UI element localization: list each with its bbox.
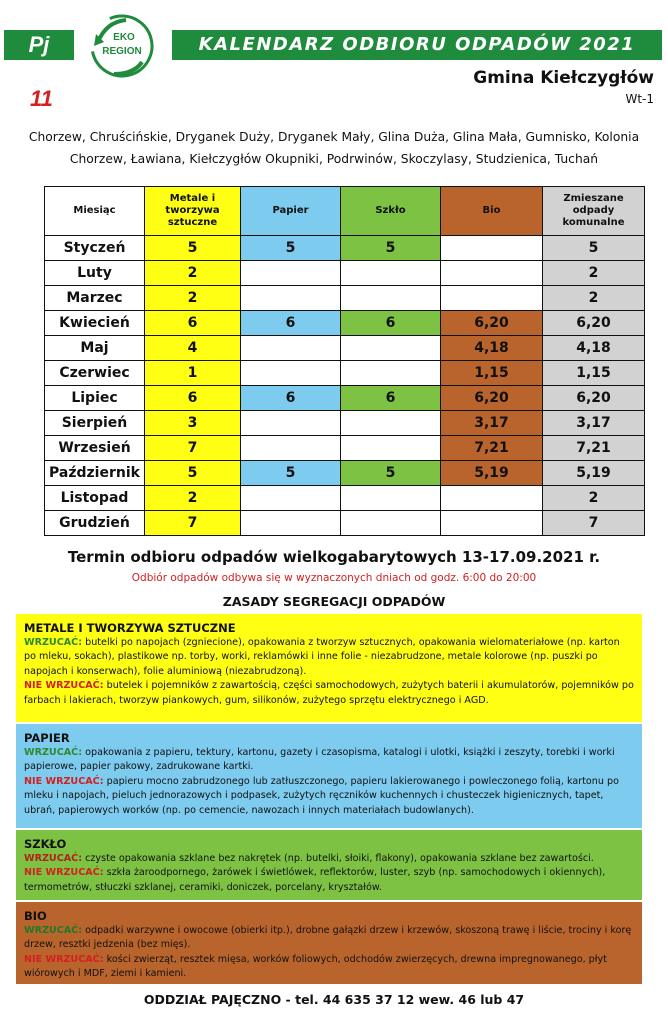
schedule-row [45, 236, 645, 261]
cell-zmieszane: 4,18 [543, 336, 645, 361]
cell-bio [441, 261, 543, 286]
rules-szklo-title: SZKŁO [24, 837, 67, 851]
cell-papier [241, 411, 341, 436]
cell-szklo: 5 [341, 461, 441, 486]
cell-zmieszane: 7,21 [543, 436, 645, 461]
cell-papier [241, 361, 341, 386]
cell-bio: 1,15 [441, 361, 543, 386]
cell-zmieszane: 5 [543, 236, 645, 261]
rules-metale [16, 614, 642, 722]
gmina-name: Gmina Kiełczygłów [473, 68, 654, 88]
cell-metale: 2 [145, 486, 241, 511]
cell-szklo [341, 511, 441, 536]
cell-bio [441, 486, 543, 511]
header-bio: Bio [441, 187, 543, 236]
schedule-row [45, 511, 645, 536]
cell-papier [241, 486, 341, 511]
cell-papier: 6 [241, 311, 341, 336]
cell-szklo [341, 261, 441, 286]
rules-szklo-n-text: szkła żaroodpornego, żarówek i świetlówek, reflektorów, luster, szyb (np. samochodowych i okiennych), termometrów, stłuczki szklanej, ceramiki, doniczek, porcelany, kryształów. [24, 867, 606, 893]
collection-hours-note: Odbiór odpadów odbywa się w wyznaczonych dniach od godz. 6:00 do 20:00 [131, 572, 537, 584]
schedule-row [45, 311, 645, 336]
cell-szklo: 5 [341, 236, 441, 261]
schedule-row [45, 261, 645, 286]
cell-szklo: 6 [341, 311, 441, 336]
rules-bio-n-label: NIE WRZUCAĆ: [24, 953, 104, 965]
cell-metale: 3 [145, 411, 241, 436]
cell-metale: 6 [145, 386, 241, 411]
rules-bio-w-text: odpadki warzywne i owocowe (obierki itp.), drobne gałązki drzew i krzewów, skoszoną trawę i liście, trociny i korę drzew, resztki jedzenia (bez mięs). [24, 925, 632, 951]
rules-metale-title: METALE I TWORZYWA SZTUCZNE [24, 621, 236, 635]
cell-month: Maj [45, 336, 145, 361]
cell-papier [241, 511, 341, 536]
cell-month: Listopad [45, 486, 145, 511]
region-badge: Pj [4, 30, 74, 60]
rules-papier-title: PAPIER [24, 731, 70, 745]
eko-region-logo [86, 12, 158, 80]
cell-month: Październik [45, 461, 145, 486]
cell-zmieszane: 6,20 [543, 311, 645, 336]
cell-szklo [341, 336, 441, 361]
rules-metale-n-label: NIE WRZUCAĆ: [24, 680, 104, 692]
schedule-row [45, 411, 645, 436]
cell-month: Kwiecień [45, 311, 145, 336]
bulky-waste-date: Termin odbioru odpadów wielkogabarytowych 13-17.09.2021 r. [67, 548, 601, 566]
rules-bio-title: BIO [24, 909, 47, 923]
cell-zmieszane: 2 [543, 486, 645, 511]
schedule-row [45, 386, 645, 411]
cell-bio [441, 236, 543, 261]
cell-bio [441, 286, 543, 311]
cell-zmieszane: 6,20 [543, 386, 645, 411]
cell-metale: 7 [145, 511, 241, 536]
schedule-row [45, 436, 645, 461]
schedule-table [44, 186, 645, 536]
cell-zmieszane: 2 [543, 286, 645, 311]
cell-metale: 2 [145, 261, 241, 286]
cell-bio: 3,17 [441, 411, 543, 436]
cell-bio: 5,19 [441, 461, 543, 486]
logo-text-region: REGION [102, 46, 142, 57]
cell-metale: 5 [145, 461, 241, 486]
cell-szklo: 6 [341, 386, 441, 411]
cell-zmieszane: 2 [543, 261, 645, 286]
cell-zmieszane: 7 [543, 511, 645, 536]
cell-bio: 6,20 [441, 311, 543, 336]
header-metale: Metale i tworzywa sztuczne [145, 187, 241, 236]
rules-szklo-w-text: czyste opakowania szklane bez nakrętek (np. butelki, słoiki, flakony), opakowania szklane bez zawartości. [85, 853, 594, 864]
cell-month: Czerwiec [45, 361, 145, 386]
cell-papier [241, 336, 341, 361]
cell-bio: 7,21 [441, 436, 543, 461]
rules-metale-w-text: butelki po napojach (zgniecione), opakowania z tworzyw sztucznych, opakowania wielomateriałowe (np. karton po mleku, sokach), plastikowe np. torby, worki, reklamówki i inne folie - niezabrudzone, metale kolorowe (np. puszki po napojach i konserwach), folie aluminiową (niezabrudzoną). [24, 637, 620, 677]
cell-zmieszane: 1,15 [543, 361, 645, 386]
cell-papier [241, 286, 341, 311]
schedule-row [45, 486, 645, 511]
cell-bio [441, 511, 543, 536]
cell-bio: 4,18 [441, 336, 543, 361]
cell-szklo [341, 411, 441, 436]
cell-month: Wrzesień [45, 436, 145, 461]
rules-bio [16, 902, 642, 984]
cell-szklo [341, 286, 441, 311]
cell-metale: 4 [145, 336, 241, 361]
page-title: KALENDARZ ODBIORU ODPADÓW 2021 [172, 30, 662, 60]
schedule-row [45, 286, 645, 311]
rules-title: ZASADY SEGREGACJI ODPADÓW [222, 594, 446, 609]
cell-metale: 2 [145, 286, 241, 311]
schedule-row [45, 336, 645, 361]
cell-papier [241, 261, 341, 286]
header-zmieszane: Zmieszane odpady komunalne [543, 187, 645, 236]
route-code: Wt-1 [625, 92, 654, 106]
cell-month: Marzec [45, 286, 145, 311]
cell-zmieszane: 5,19 [543, 461, 645, 486]
header-month: Miesiąc [45, 187, 145, 236]
rules-szklo-n-label: NIE WRZUCAĆ: [24, 867, 104, 879]
cell-month: Styczeń [45, 236, 145, 261]
route-number: 11 [30, 86, 53, 111]
cell-papier: 5 [241, 236, 341, 261]
cell-month: Lipiec [45, 386, 145, 411]
rules-metale-n-text: butelek i pojemników z zawartością, części samochodowych, zużytych baterii i akumulatorów, pojemników po farbach i lakierach, tworzyw piankowych, gum, silikonów, zużytego sprzętu elektrycznego i AGD. [24, 680, 634, 706]
cell-szklo [341, 486, 441, 511]
cell-papier: 5 [241, 461, 341, 486]
villages-list: Chorzew, Chruścińskie, Dryganek Duży, Dryganek Mały, Glina Duża, Glina Mała, Gumnisko, Kolonia Chorzew, Ławiana, Kiełczygłów Okupniki, Podrwinów, Skoczylasy, Studzienica, Tuchań [28, 130, 640, 166]
rules-metale-w-label: WRZUCAĆ: [24, 637, 83, 648]
cell-metale: 5 [145, 236, 241, 261]
header-szklo: Szkło [341, 187, 441, 236]
rules-papier-w-label: WRZUCAĆ: [24, 747, 83, 758]
rules-papier-n-label: NIE WRZUCAĆ: [24, 775, 104, 787]
rules-papier-n-text: papieru mocno zabrudzonego lub zatłuszczonego, papieru lakierowanego i powleczonego folią, kartonu po mleku i napojach, pieluch jednorazowych i podpasek, zużytych ręczników kuchennych i chusteczek higienicznych, tapet, ubrań, papierowych worków (np. po cemencie, nawozach i innych materiałach budowlanych). [24, 775, 619, 816]
footer-contact: ODDZIAŁ PAJĘCZNO - tel. 44 635 37 12 wew. 46 lub 47 [143, 992, 525, 1007]
header-papier: Papier [241, 187, 341, 236]
schedule-row [45, 461, 645, 486]
cell-papier [241, 436, 341, 461]
rules-bio-n-text: kości zwierząt, resztek mięsa, worków foliowych, odchodów zwierzęcych, drewna impregnowanego, płyt wiórowych i MDF, ziemi i kamieni. [24, 953, 607, 980]
cell-month: Luty [45, 261, 145, 286]
cell-bio: 6,20 [441, 386, 543, 411]
cell-szklo [341, 436, 441, 461]
logo-text-eko: EKO [113, 32, 135, 43]
rules-bio-w-label: WRZUCAĆ: [24, 925, 83, 936]
rules-papier-w-text: opakowania z papieru, tektury, kartonu, gazety i czasopisma, katalogi i ulotki, książki i zeszyty, torebki i worki papierowe, papier pakowy, zadrukowane kartki. [24, 747, 615, 773]
cell-metale: 6 [145, 311, 241, 336]
rules-papier [16, 724, 642, 828]
cell-metale: 1 [145, 361, 241, 386]
cell-month: Sierpień [45, 411, 145, 436]
cell-papier: 6 [241, 386, 341, 411]
rules-szklo [16, 830, 642, 900]
schedule-row [45, 361, 645, 386]
cell-metale: 7 [145, 436, 241, 461]
rules-szklo-w-label: WRZUCAĆ: [24, 853, 83, 864]
cell-month: Grudzień [45, 511, 145, 536]
cell-zmieszane: 3,17 [543, 411, 645, 436]
cell-szklo [341, 361, 441, 386]
